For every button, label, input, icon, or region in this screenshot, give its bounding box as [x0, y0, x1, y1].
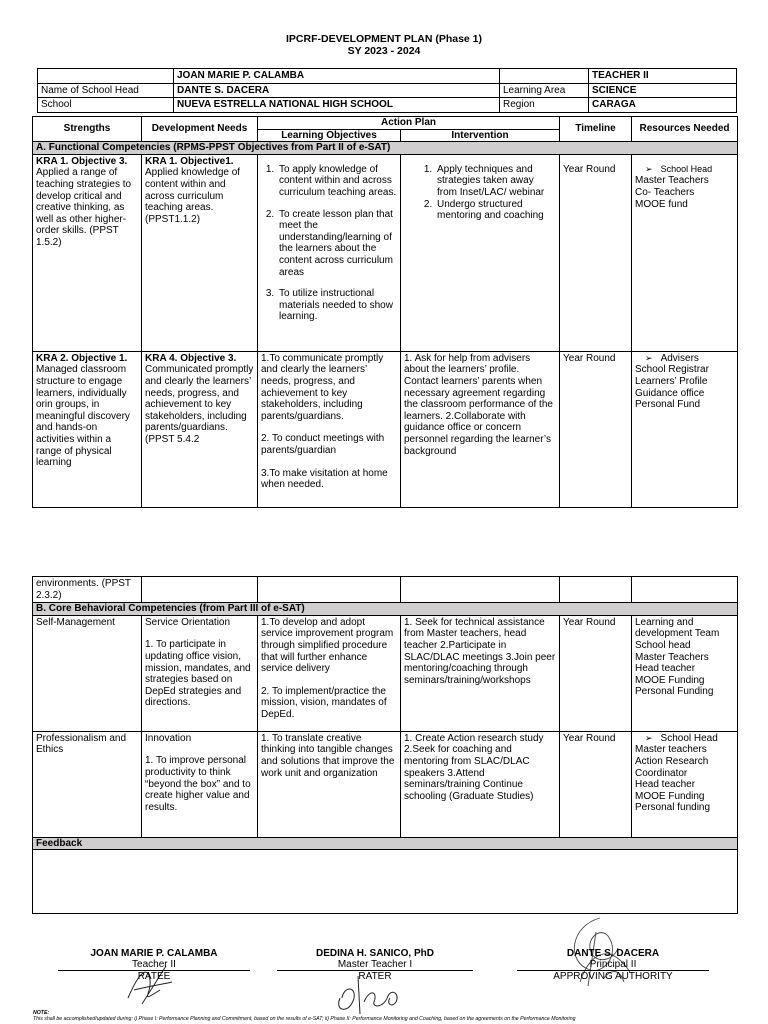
row2-objective: 1.To communicate promptly and clearly the learners’ needs, progress, and achievement to key stakeholders, including parents/guardians.	[261, 352, 384, 422]
row4-resource: Master teachers	[635, 744, 707, 756]
row2-timeline: Year Round	[560, 351, 632, 507]
learning-area-label: Learning Area	[500, 83, 589, 98]
row3-resource: Learning and development Team	[635, 616, 720, 640]
info-empty-cell	[38, 69, 174, 84]
teacher-name: JOAN MARIE P. CALAMBA	[174, 69, 500, 84]
section-b-heading: B. Core Behavioral Competencies (from Part III of e-SAT)	[33, 603, 738, 616]
school-value: NUEVA ESTRELLA NATIONAL HIGH SCHOOL	[174, 98, 500, 113]
school-label: School	[38, 98, 174, 113]
row4-resource: Action Research Coordinator	[635, 755, 709, 779]
row1-need-text: Applied knowledge of content within and across curriculum teaching areas. (PPST1.1.2)	[145, 167, 241, 225]
row4-resource: Personal funding	[635, 802, 711, 814]
signature-ratee	[58, 948, 250, 982]
col-intervention: Intervention	[401, 129, 560, 142]
empty-cell	[401, 577, 560, 603]
row2-need	[142, 351, 258, 507]
row2-strength-text: Managed classroom structure to engage learners, individually orin groups, in meaningful discovery and hands-on activities within a range of physical learning	[36, 364, 130, 469]
empty-cell	[258, 577, 401, 603]
info-empty-cell	[500, 69, 589, 84]
row3-intervention: 1. Seek for technical assistance from Master teachers, head teacher 2.Participate in SLAC/DLAC meetings 3.Join peer mentoring/coaching through seminars/training/workshops	[401, 615, 560, 731]
row2-resource: School Registrar	[635, 364, 709, 376]
row4-resources	[632, 731, 738, 837]
row1-resources	[632, 154, 738, 351]
row3-objectives	[258, 615, 401, 731]
footer-note	[33, 1010, 768, 1022]
school-year: SY 2023 - 2024	[347, 45, 421, 57]
row1-resource: MOOE fund	[635, 198, 688, 210]
row3-resource: Personal Funding	[635, 686, 714, 698]
note-label: NOTE:	[33, 1010, 50, 1016]
row1-need	[142, 154, 258, 351]
row3-need	[142, 615, 258, 731]
row2-need-title: KRA 4. Objective 3.	[145, 352, 237, 364]
row3-need-text: 1. To participate in updating office vision, mission, mandates, and strategies based on DepEd strategies and directions.	[145, 639, 251, 709]
row4-resource-first: ➢ School Head	[635, 733, 734, 745]
signature-approver	[517, 948, 709, 982]
row1-timeline: Year Round	[560, 154, 632, 351]
empty-cell	[560, 577, 632, 603]
empty-cell	[632, 577, 738, 603]
teacher-position: TEACHER II	[589, 69, 737, 84]
info-table	[37, 68, 737, 113]
row3-need-title: Service Orientation	[145, 616, 231, 628]
row1-intervention: 2. Undergo structured mentoring and coaching	[435, 199, 556, 222]
row1-strength	[33, 154, 142, 351]
row4-resource: Head teacher	[635, 779, 696, 791]
row3-resources	[632, 615, 738, 731]
region-label: Region	[500, 98, 589, 113]
school-head-label: Name of School Head	[38, 83, 174, 98]
row4-intervention: 1. Create Action research study 2.Seek for coaching and mentoring from SLAC/DLAC speakers 3.Attend seminars/training Continue schooling (Graduate Studies)	[401, 731, 560, 837]
row1-objective: 1. To apply knowledge of content within and across curriculum teaching areas.	[277, 164, 397, 199]
approver-name: DANTE S. DACERA	[566, 948, 660, 959]
learning-area-value: SCIENCE	[589, 83, 737, 98]
row2-objective: 2. To conduct meetings with parents/guardian	[261, 433, 385, 456]
row1-objective: 2. To create lesson plan that meet the understanding/learning of the learners about the content across curriculum areas	[277, 209, 397, 279]
school-head-value: DANTE S. DACERA	[174, 83, 500, 98]
row2-resource-first: ➢ Advisers	[635, 353, 734, 365]
note-text: This shall be accomplished/updated during: i) Phase I: Performance Planning and Commitment, based on the results of e-SAT; ii) Phase II: Performance Monitoring and Coaching, based on the agreements on the Performance Monitoring	[33, 1016, 576, 1022]
feedback-box	[33, 850, 738, 914]
ratee-role: RATEE	[58, 970, 250, 982]
row4-need	[142, 731, 258, 837]
document-title: IPCRF-DEVELOPMENT PLAN (Phase 1)	[285, 33, 483, 45]
row2-resource: Guidance office	[635, 387, 705, 399]
row3-resource: School head	[635, 639, 691, 651]
col-timeline: Timeline	[560, 117, 632, 142]
row2-strength-continued: environments. (PPST 2.3.2)	[33, 577, 142, 603]
feedback-heading: Feedback	[33, 837, 738, 850]
row4-timeline: Year Round	[560, 731, 632, 837]
row2-intervention: 1. Ask for help from advisers about the learners’ profile. Contact learners’ parents when necessary agreement regarding the classroom performance of the learners. 2.Collaborate with guidance office or concern personnel regarding the learner’s background	[401, 351, 560, 507]
development-plan-table-page1	[32, 116, 738, 508]
row4-strength: Professionalism and Ethics	[33, 731, 142, 837]
row3-strength: Self-Management	[33, 615, 142, 731]
row3-objective: 1.To develop and adopt service improvement program through simplified procedure that will further enhance service delivery	[261, 616, 394, 675]
rater-role: RATER	[277, 970, 473, 982]
development-plan-table-page2	[32, 576, 738, 914]
row2-objective: 3.To make visitation at home when needed.	[261, 467, 388, 491]
col-action-plan: Action Plan	[258, 117, 560, 130]
col-development-needs: Development Needs	[142, 117, 258, 142]
row2-strength	[33, 351, 142, 507]
col-learning-objectives: Learning Objectives	[258, 129, 401, 142]
row3-objective: 2. To implement/practice the mission, vision, mandates of DepEd.	[261, 685, 387, 720]
row1-strength-text: Applied a range of teaching strategies to develop critical and creative thinking, as well as other higher-order skills. (PPST 1.5.2)	[36, 167, 132, 248]
row3-timeline: Year Round	[560, 615, 632, 731]
row1-strength-title: KRA 1. Objective 3.	[36, 155, 128, 167]
row3-resource: Master Teachers	[635, 651, 709, 663]
row4-objective: 1. To translate creative thinking into tangible changes and solutions that improve the work unit and organization	[258, 731, 401, 837]
empty-cell	[142, 577, 258, 603]
col-resources: Resources Needed	[632, 117, 738, 142]
row1-intervention: 1. Apply techniques and strategies taken away from Inset/LAC/ webinar	[435, 164, 556, 199]
region-value: CARAGA	[589, 98, 737, 113]
row4-need-text: 1. To improve personal productivity to think “beyond the box” and to create higher value and results.	[145, 755, 251, 813]
approver-title: Principal II	[589, 959, 637, 970]
row1-resource: Master Teachers	[635, 175, 709, 187]
row2-resource: Personal Fund	[635, 399, 701, 411]
row2-resource: Learners’ Profile	[635, 375, 708, 387]
col-strengths: Strengths	[33, 117, 142, 142]
row4-need-title: Innovation	[145, 732, 192, 744]
approver-role: APPROVING AUTHORITY	[517, 970, 709, 982]
row3-resource: MOOE Funding	[635, 674, 705, 686]
ratee-name: JOAN MARIE P. CALAMBA	[90, 948, 218, 959]
section-a-heading: A. Functional Competencies (RPMS-PPST Objectives from Part II of e-SAT)	[33, 142, 738, 155]
rater-name: DEDINA H. SANICO, PhD	[316, 948, 434, 959]
row3-resource: Head teacher	[635, 663, 696, 675]
row2-objectives	[258, 351, 401, 507]
row1-objectives	[258, 154, 401, 351]
row2-need-text: Communicated promptly and clearly the learners’ needs, progress, and achievement to key stakeholders, including parents/guardians. (PPST 5.4.2	[145, 364, 254, 445]
row1-interventions	[401, 154, 560, 351]
row1-resource: Co- Teachers	[635, 186, 695, 198]
row2-strength-title: KRA 2. Objective 1.	[36, 352, 128, 364]
row1-need-title: KRA 1. Objective1.	[145, 155, 234, 167]
signature-rater	[277, 948, 473, 982]
row1-resource-first: ➢ School Head	[635, 164, 734, 176]
row1-objective: 3. To utilize instructional materials needed to show learning.	[277, 288, 397, 323]
ratee-title: Teacher II	[132, 959, 176, 970]
row2-resources	[632, 351, 738, 507]
row4-resource: MOOE Funding	[635, 790, 705, 802]
rater-title: Master Teacher I	[337, 959, 413, 970]
